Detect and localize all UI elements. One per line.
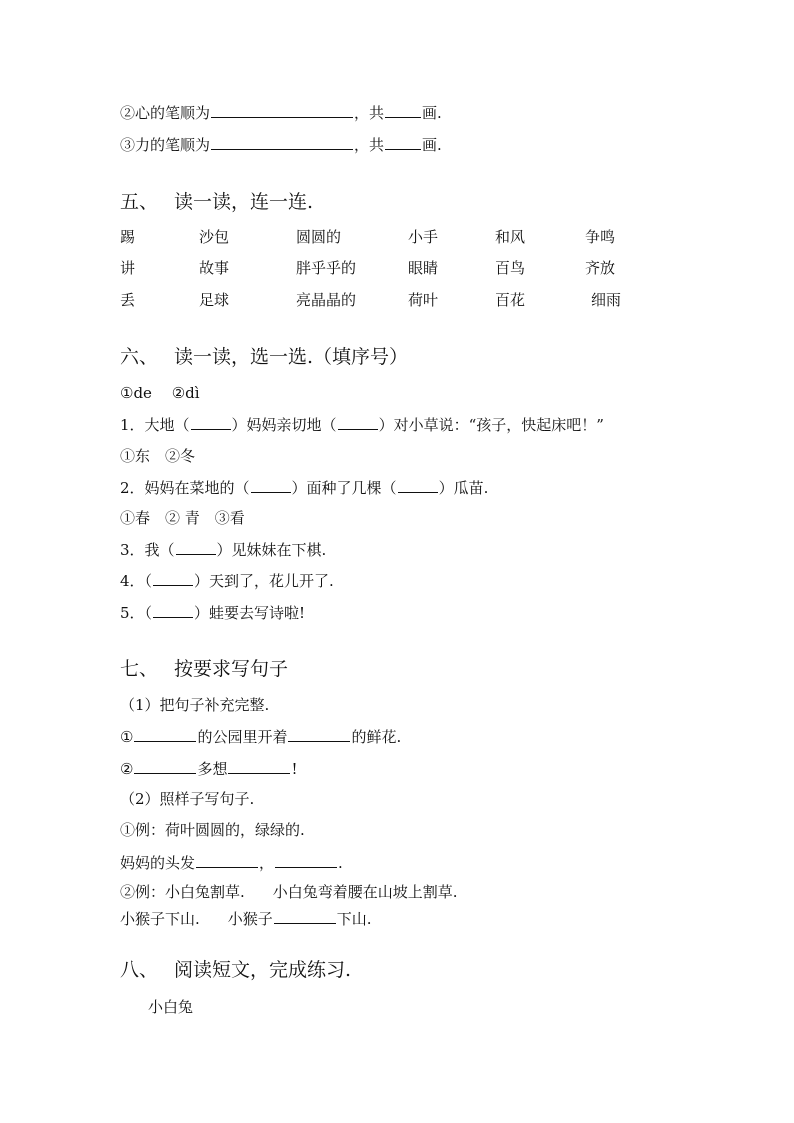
fill-sentence-2: ② 多想 ! (120, 760, 298, 778)
sub-instruction-1: （1）把句子补充完整. (120, 696, 270, 714)
answer-blank[interactable] (134, 758, 196, 774)
options-line-1: ①de ②dì (120, 384, 200, 402)
match-word[interactable]: 圆圆的 (296, 228, 342, 246)
example-2: ②例：小白兔割草. 小白兔弯着腰在山坡上割草. (120, 883, 458, 901)
answer-blank[interactable] (338, 414, 378, 430)
match-word[interactable]: 齐放 (585, 259, 616, 277)
story-title: 小白兔 (148, 998, 194, 1016)
match-word[interactable]: 亮晶晶的 (296, 291, 357, 309)
stroke-question-3: ③力的笔顺为 ，共 画. (120, 136, 442, 154)
match-word[interactable]: 荷叶 (408, 291, 439, 309)
options-line-2: ①东 ②冬 (120, 447, 196, 465)
question-2: 2．妈妈在菜地的（ ）面种了几棵（ ）瓜苗. (120, 479, 489, 497)
question-4: 4．（ ）天到了，花儿开了. (120, 572, 334, 590)
question-1: 1．大地（ ）妈妈亲切地（ ）对小草说：“孩子，快起床吧！” (120, 416, 604, 434)
match-word[interactable]: 故事 (199, 259, 230, 277)
match-word[interactable]: 踢 (120, 228, 136, 246)
match-word[interactable]: 争鸣 (585, 228, 616, 246)
section-6-heading: 六、 读一读，选一选.（填序号） (120, 346, 409, 368)
example-1: ①例：荷叶圆圆的，绿绿的. (120, 821, 305, 839)
fill-sentence-1: ① 的公园里开着 的鲜花. (120, 728, 402, 746)
answer-blank[interactable] (176, 539, 216, 555)
answer-blank[interactable] (251, 477, 291, 493)
answer-blank[interactable] (274, 908, 336, 924)
answer-blank[interactable] (153, 570, 193, 586)
answer-blank[interactable] (153, 602, 193, 618)
answer-blank[interactable] (134, 726, 196, 742)
answer-blank[interactable] (228, 758, 290, 774)
match-word[interactable]: 百鸟 (495, 259, 526, 277)
answer-blank[interactable] (288, 726, 350, 742)
answer-blank[interactable] (211, 134, 353, 150)
example-2-question: 小猴子下山. 小猴子 下山. (120, 910, 372, 928)
match-word[interactable]: 细雨 (591, 291, 622, 309)
example-1-question: 妈妈的头发 ， . (120, 854, 343, 872)
answer-blank[interactable] (191, 414, 231, 430)
section-8-heading: 八、 阅读短文，完成练习. (120, 959, 352, 981)
answer-blank[interactable] (385, 102, 421, 118)
answer-blank[interactable] (398, 477, 438, 493)
question-5: 5．（ ）蛙要去写诗啦! (120, 604, 306, 622)
answer-blank[interactable] (385, 134, 421, 150)
question-3: 3．我（ ）见妹妹在下棋. (120, 541, 327, 559)
match-word[interactable]: 和风 (495, 228, 526, 246)
match-word[interactable]: 眼睛 (408, 259, 439, 277)
match-word[interactable]: 丢 (120, 291, 136, 309)
match-word[interactable]: 胖乎乎的 (296, 259, 357, 277)
section-5-heading: 五、 读一读，连一连. (120, 191, 314, 213)
section-7-heading: 七、 按要求写句子 (120, 658, 289, 680)
match-word[interactable]: 小手 (408, 228, 439, 246)
sub-instruction-2: （2）照样子写句子. (120, 790, 255, 808)
stroke-question-2: ②心的笔顺为 ，共 画. (120, 104, 442, 122)
options-line-3: ①春 ② 青 ③看 (120, 509, 245, 527)
match-word[interactable]: 讲 (120, 259, 136, 277)
match-word[interactable]: 足球 (199, 291, 230, 309)
match-word[interactable]: 百花 (495, 291, 526, 309)
answer-blank[interactable] (211, 102, 353, 118)
answer-blank[interactable] (196, 852, 258, 868)
match-word[interactable]: 沙包 (199, 228, 230, 246)
answer-blank[interactable] (275, 852, 337, 868)
